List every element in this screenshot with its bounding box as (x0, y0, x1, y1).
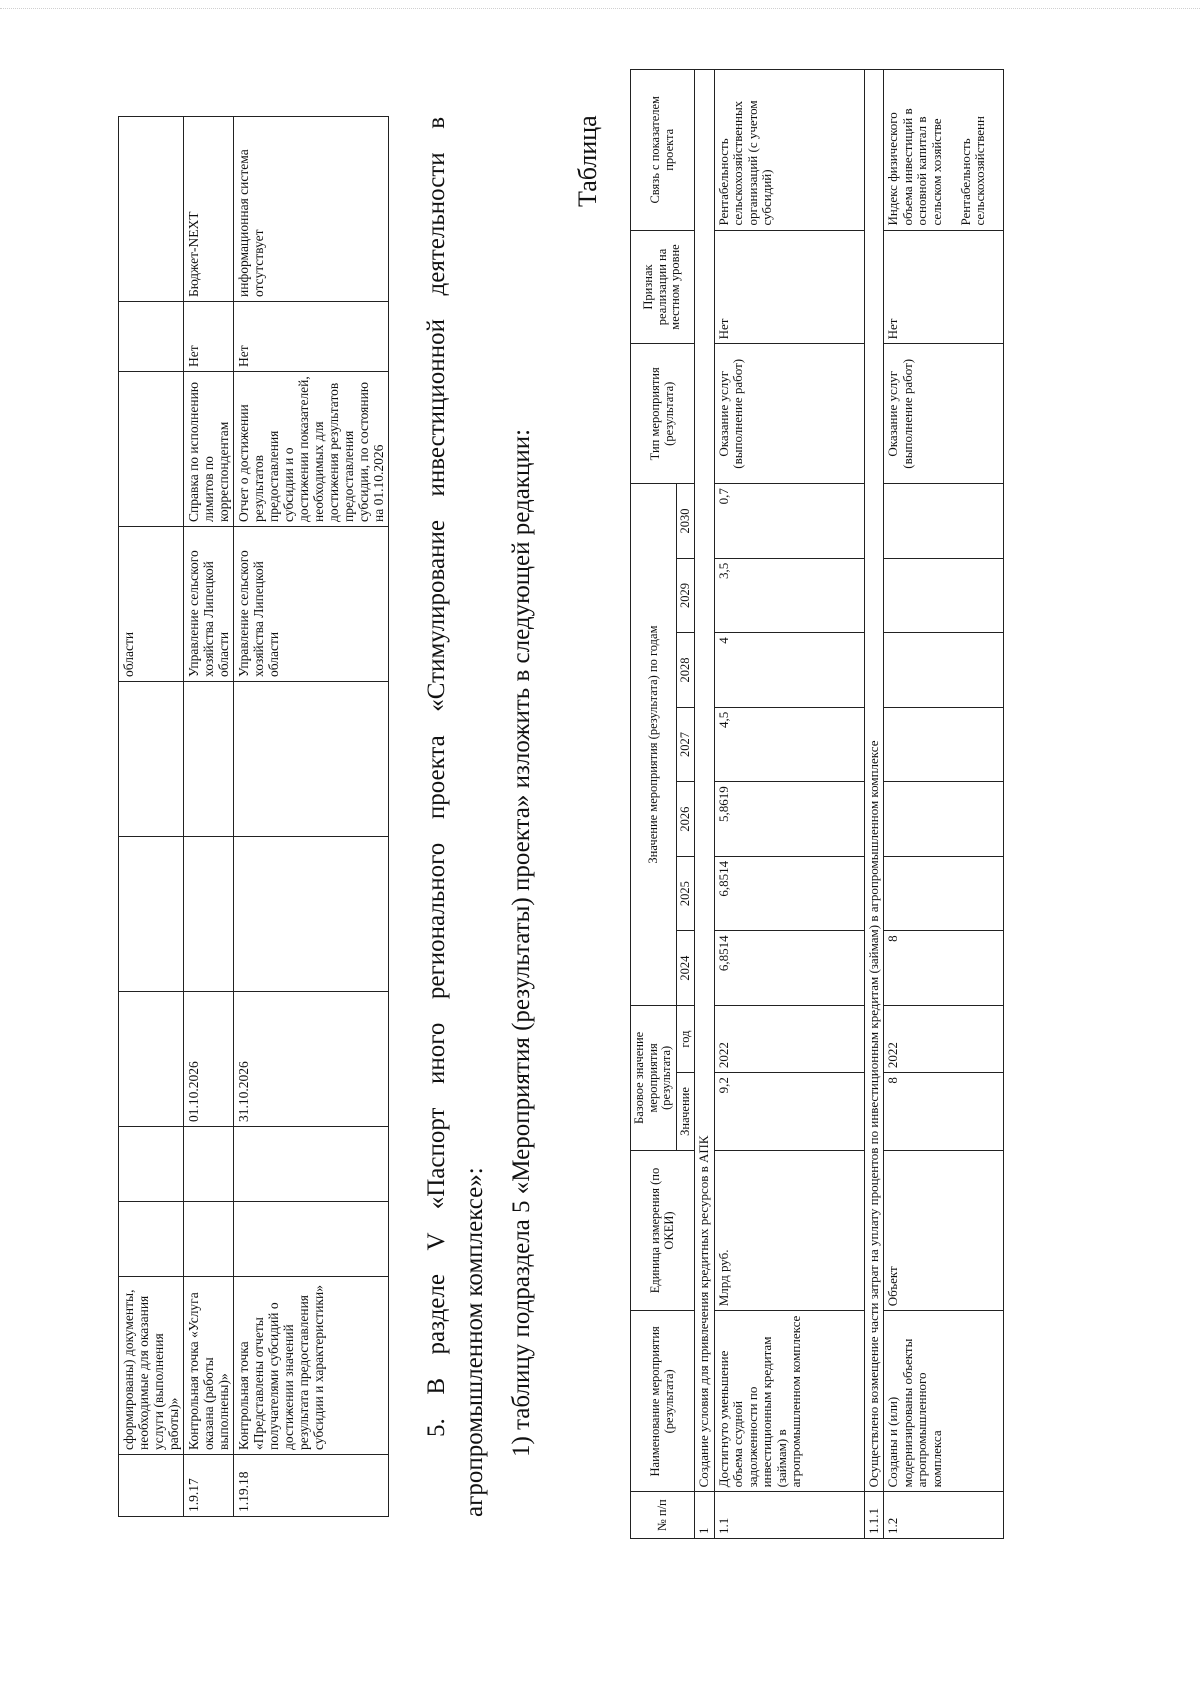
top-table-row (119, 117, 184, 1517)
row-num: 1 (695, 1492, 715, 1539)
row-value-2027 (884, 707, 1004, 782)
section-heading-line2: агропромышленном комплексе»: (461, 1167, 488, 1517)
row-value-2030: 0,7 (714, 484, 864, 559)
section-heading-line1: 5. В разделе V «Паспорт иного регионального проекта «Стимулирование инвестиционной деятельности в (423, 117, 450, 1437)
top-cell-name: Контрольная точка «Представлены отчеты получателями субсидий о достижении значений результата предоставления субсидии и характеристики» (234, 1277, 389, 1455)
top-cell-level: Нет (184, 302, 234, 372)
top-cell-c3 (119, 1202, 184, 1277)
top-cell-c4 (119, 1127, 184, 1202)
top-cell-name: сформированы) документы, необходимые для оказания услуги (выполнения работы)» (119, 1277, 184, 1455)
top-cell-level: Нет (234, 302, 389, 372)
header-by-years: Значение мероприятия (результата) по годам (631, 484, 677, 1006)
top-cell-c4 (234, 1127, 389, 1202)
header-year-2028: 2028 (676, 633, 695, 708)
row-link: Рентабельность сельскохозяйственных организаций (с учетом субсидий) (714, 70, 864, 231)
row-unit: Млрд руб. (714, 1150, 864, 1310)
row-value-2026: 5,8619 (714, 782, 864, 857)
row-value-2024: 8 (884, 931, 1004, 1006)
top-cell-system (119, 117, 184, 302)
header-year-2027: 2027 (676, 707, 695, 782)
section-title: Создание условия для привлечения кредитных ресурсов в АПК (695, 70, 715, 1492)
table-row (884, 70, 1004, 1539)
top-cell-system: Бюджет-NEXT (184, 117, 234, 302)
top-cell-responsible: области (119, 527, 184, 682)
row-value-2025 (884, 856, 1004, 931)
header-num: № п/п (631, 1492, 695, 1539)
top-cell-c7 (184, 682, 234, 837)
row-base-value: 8 (884, 1073, 1004, 1151)
row-num: 1.2 (884, 1492, 1004, 1539)
section-row (695, 70, 715, 1539)
top-cell-c7 (234, 682, 389, 837)
header-base: Базовое значение мероприятия (результата) (631, 1005, 677, 1150)
top-cell-document: Отчет о достижении результатов предоставления субсидии и о достижении показателей, необходимых для достижения результатов предоставления субсидии, по состоянию на 01.10.2026 (234, 372, 389, 527)
top-cell-responsible: Управление сельского хозяйства Липецкой области (234, 527, 389, 682)
header-base-value: Значение (676, 1073, 695, 1151)
row-value-2025: 6,8514 (714, 856, 864, 931)
row-name: Достигнуто уменьшение объема ссудной задолженности по инвестиционным кредитам (займам) в агропромышленном комплексе (714, 1311, 864, 1492)
subsection-instruction: 1) таблицу подраздела 5 «Мероприятия (результаты) проекта» изложить в следующей редакции: (508, 428, 535, 1457)
row-type: Оказание услуг (выполнение работ) (884, 344, 1004, 484)
row-num: 1.1.1 (864, 1492, 884, 1539)
top-cell-c3 (234, 1202, 389, 1277)
top-cell-num: 1.19.18 (234, 1455, 389, 1517)
top-cell-c7 (119, 682, 184, 837)
row-value-2027: 4,5 (714, 707, 864, 782)
header-year-2030: 2030 (676, 484, 695, 559)
row-base-year: 2022 (884, 1005, 1004, 1072)
row-value-2029: 3,5 (714, 558, 864, 633)
top-cell-system: информационная система отсутствует (234, 117, 389, 302)
top-cell-level (119, 302, 184, 372)
row-value-2024: 6,8514 (714, 931, 864, 1006)
main-table (630, 69, 1004, 1539)
row-value-2029 (884, 558, 1004, 633)
section-row (864, 70, 884, 1539)
top-table (118, 116, 389, 1517)
row-num: 1.1 (714, 1492, 864, 1539)
top-cell-document (119, 372, 184, 527)
row-base-value: 9,2 (714, 1073, 864, 1151)
row-local: Нет (884, 230, 1004, 344)
top-cell-c6 (234, 837, 389, 992)
row-type: Оказание услуг (выполнение работ) (714, 344, 864, 484)
top-table-row (184, 117, 234, 1517)
top-cell-c6 (119, 837, 184, 992)
header-type: Тип мероприятия (результата) (631, 344, 695, 484)
table-caption: Таблица (573, 115, 602, 207)
top-cell-date: 01.10.2026 (184, 992, 234, 1127)
header-link: Связь с показателем проекта (631, 70, 695, 231)
top-cell-date: 31.10.2026 (234, 992, 389, 1127)
top-cell-num (119, 1455, 184, 1517)
header-unit: Единица измерения (по ОКЕИ) (631, 1150, 695, 1310)
top-cell-c4 (184, 1127, 234, 1202)
top-table-row (234, 117, 389, 1517)
top-cell-c6 (184, 837, 234, 992)
row-link: Индекс физического объема инвестиций в основной капитал в сельском хозяйстве Рентабельность сельскохозяйственн (884, 70, 1004, 231)
row-local: Нет (714, 230, 864, 344)
header-year-2025: 2025 (676, 856, 695, 931)
header-year-2026: 2026 (676, 782, 695, 857)
row-name: Созданы и (или) модернизированы объекты агропромышленного комплекса (884, 1311, 1004, 1492)
top-cell-c3 (184, 1202, 234, 1277)
row-unit: Объект (884, 1150, 1004, 1310)
row-value-2028 (884, 633, 1004, 708)
top-cell-responsible: Управление сельского хозяйства Липецкой области (184, 527, 234, 682)
top-cell-num: 1.9.17 (184, 1455, 234, 1517)
row-value-2028: 4 (714, 633, 864, 708)
top-cell-name: Контрольная точка «Услуга оказана (работы выполнены)» (184, 1277, 234, 1455)
row-value-2030 (884, 484, 1004, 559)
top-cell-date (119, 992, 184, 1127)
header-year-2029: 2029 (676, 558, 695, 633)
section-title: Осуществлено возмещение части затрат на уплату процентов по инвестиционным кредитам (займам) в агропромышленном комплексе (864, 70, 884, 1492)
header-name: Наименование мероприятия (результата) (631, 1311, 695, 1492)
row-value-2026 (884, 782, 1004, 857)
top-cell-document: Справка по исполнению лимитов по корреспондентам (184, 372, 234, 527)
header-year-2024: 2024 (676, 931, 695, 1006)
table-row (714, 70, 864, 1539)
row-base-year: 2022 (714, 1005, 864, 1072)
header-local: Признак реализации на местном уровне (631, 230, 695, 344)
header-base-year: год (676, 1005, 695, 1072)
